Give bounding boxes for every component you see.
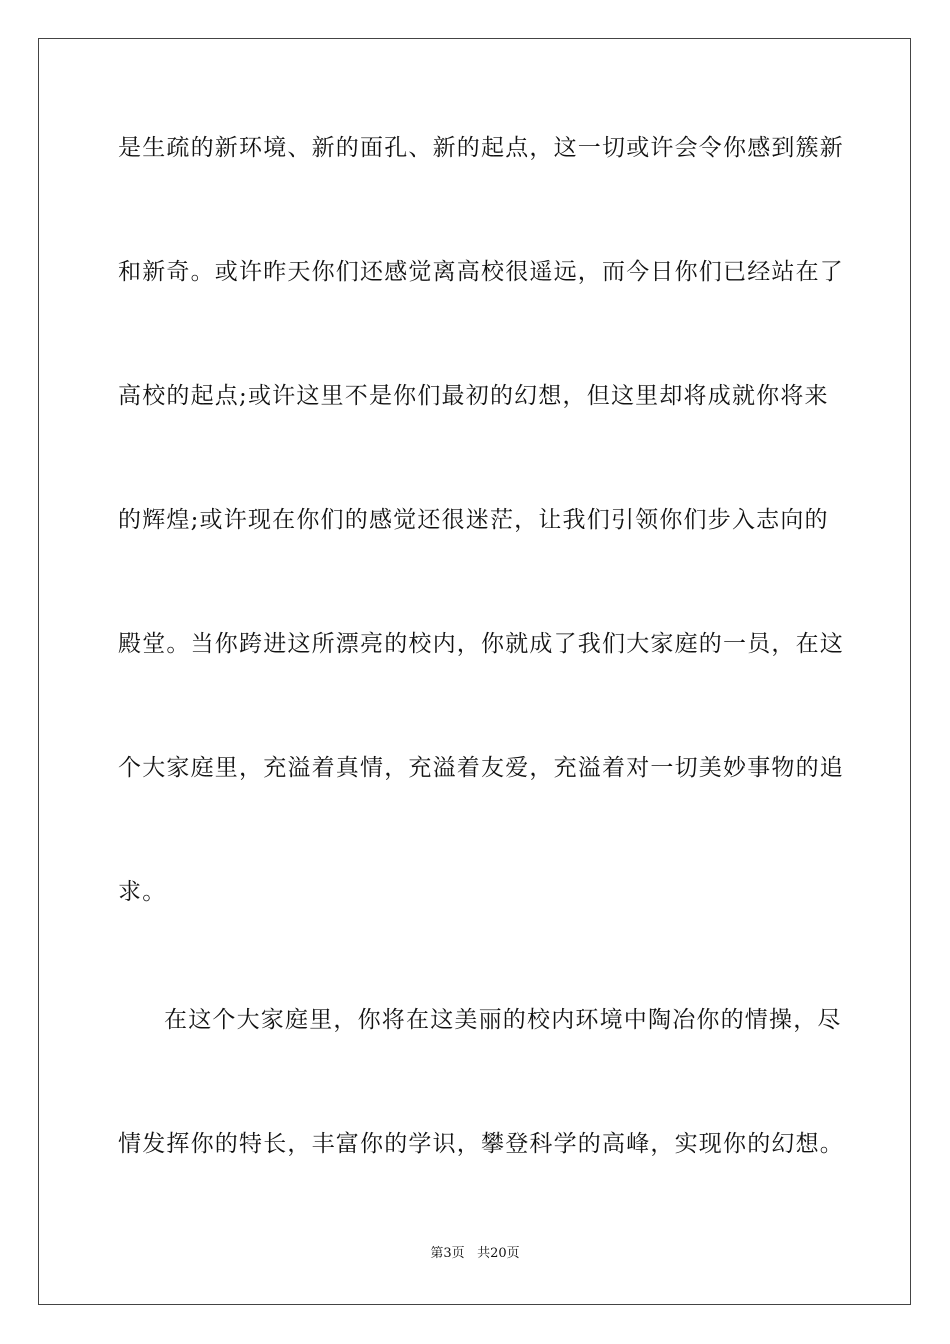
body-text-line: 是生疏的新环境、新的面孔、新的起点，这一切或许会令你感到簇新 [118, 135, 844, 161]
paragraph-first-line: 在这个大家庭里，你将在这美丽的校内环境中陶冶你的情操，尽 [164, 1007, 842, 1033]
body-text-line: 个大家庭里，充溢着真情，充溢着友爱，充溢着对一切美妙事物的追 [118, 755, 844, 781]
body-text-line: 求。 [118, 879, 167, 905]
body-text-line: 高校的起点;或许这里不是你们最初的幻想，但这里却将成就你将来 [118, 383, 829, 409]
body-text-line: 的辉煌;或许现在你们的感觉还很迷茫，让我们引领你们步入志向的 [118, 507, 829, 533]
footer-separator [465, 1246, 477, 1261]
body-text-line: 和新奇。或许昨天你们还感觉离高校很遥远，而今日你们已经站在了 [118, 259, 844, 285]
page-frame [38, 38, 911, 1305]
body-text-line: 殿堂。当你跨进这所漂亮的校内，你就成了我们大家庭的一员，在这 [118, 631, 844, 657]
page-number: 第3页 [430, 1246, 465, 1261]
page-total: 共20页 [477, 1246, 520, 1261]
body-text-line: 情发挥你的特长，丰富你的学识，攀登科学的高峰，实现你的幻想。 [118, 1131, 844, 1157]
page-footer [0, 1245, 950, 1263]
